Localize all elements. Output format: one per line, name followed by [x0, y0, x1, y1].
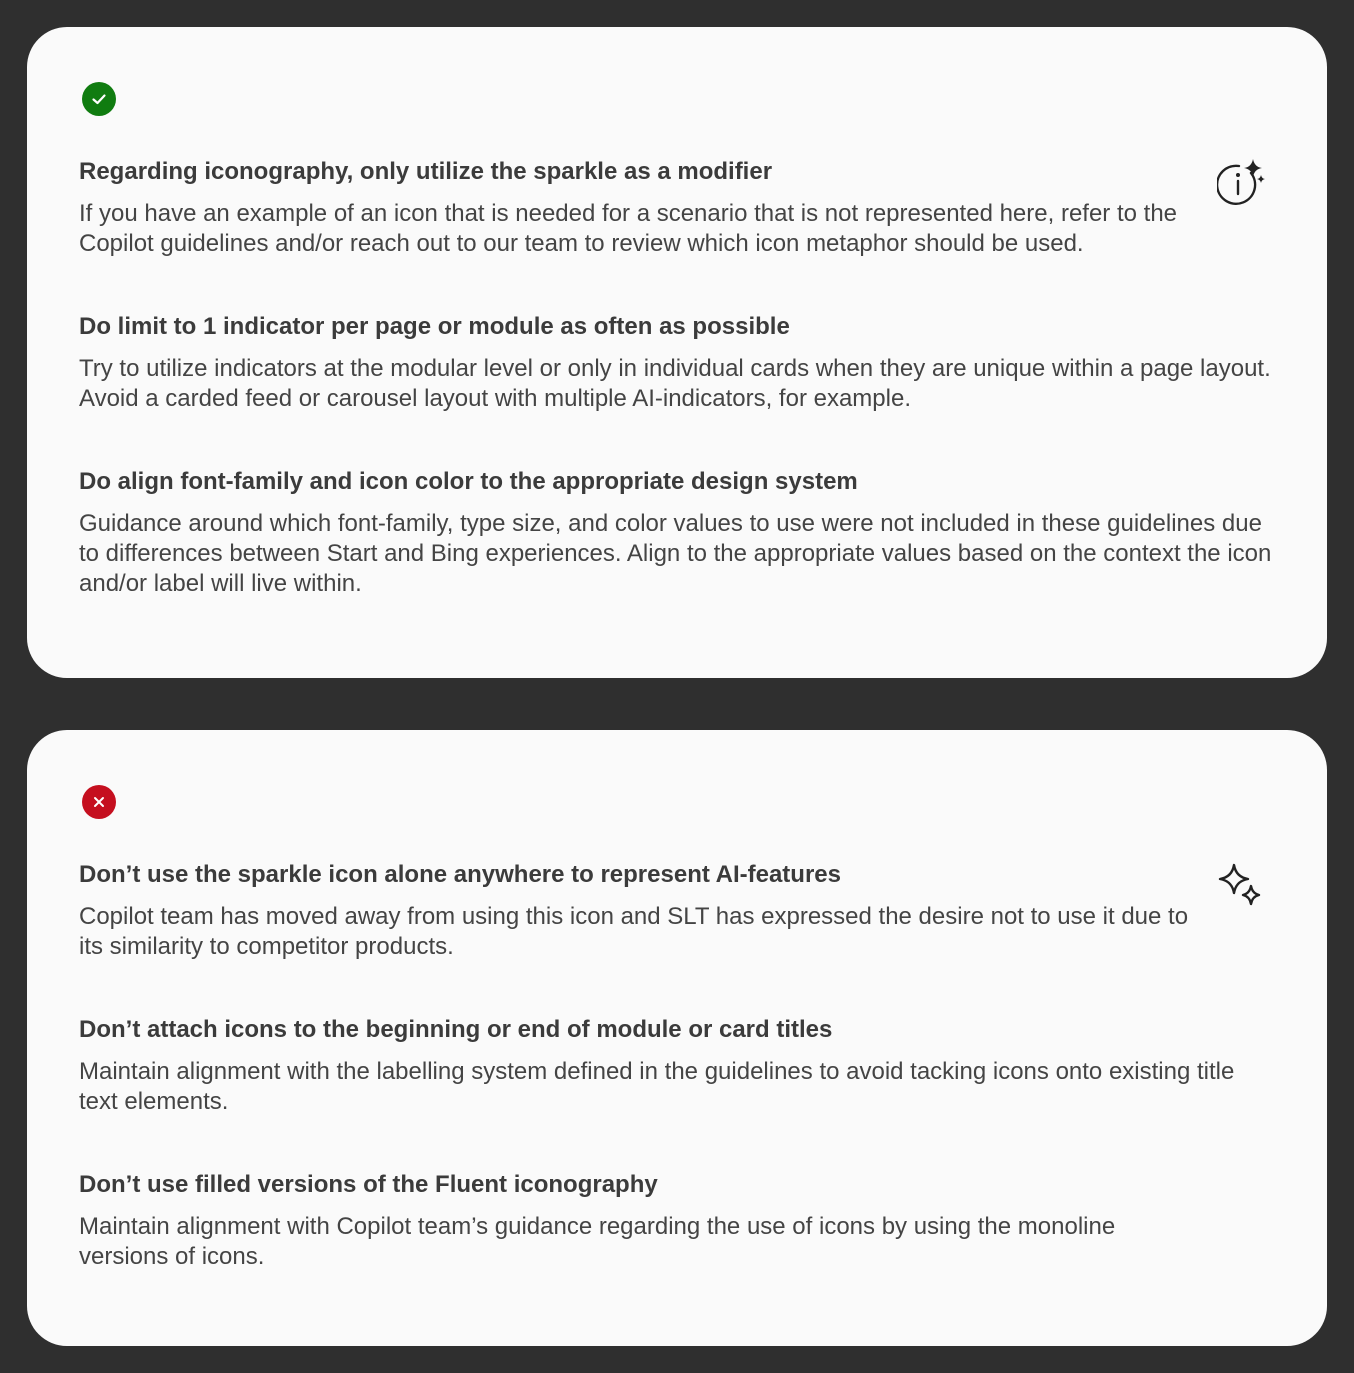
- do-card: [27, 27, 1327, 678]
- dont-card: [27, 730, 1327, 1346]
- section-heading: Do align font-family and icon color to the appropriate design system: [79, 468, 858, 495]
- guideline-section: [79, 157, 1279, 259]
- guideline-section: [79, 1170, 1279, 1272]
- guideline-section: [79, 1015, 1279, 1117]
- dismiss-circle-icon: [82, 785, 116, 819]
- section-body: Try to utilize indicators at the modular level or only in individual cards when they are unique within a page layout. Avoid a carded feed or carousel layout with multiple AI-indicators, for example.: [79, 355, 1271, 412]
- checkmark-circle-icon: [82, 82, 116, 116]
- section-body: If you have an example of an icon that is needed for a scenario that is not represented here, refer to the Copilot guidelines and/or reach out to our team to review which icon metaphor should be used.: [79, 200, 1178, 257]
- section-heading: Don’t use filled versions of the Fluent iconography: [79, 1171, 658, 1198]
- section-heading: Regarding iconography, only utilize the sparkle as a modifier: [79, 158, 773, 185]
- section-heading: Don’t attach icons to the beginning or end of module or card titles: [79, 1016, 833, 1043]
- section-body: Copilot team has moved away from using this icon and SLT has expressed the desire not to use it due to its similarity to competitor products.: [79, 903, 1189, 960]
- section-heading: Don’t use the sparkle icon alone anywhere to represent AI-features: [79, 861, 841, 888]
- section-body: Maintain alignment with Copilot team’s guidance regarding the use of icons by using the monoline versions of icons.: [79, 1213, 1116, 1270]
- guideline-section: [79, 860, 1279, 962]
- section-body: Maintain alignment with the labelling system defined in the guidelines to avoid tacking icons onto existing title text elements.: [79, 1058, 1235, 1115]
- section-heading: Do limit to 1 indicator per page or module as often as possible: [79, 313, 790, 340]
- guideline-section: [79, 467, 1279, 599]
- guideline-section: [79, 312, 1279, 414]
- section-body: Guidance around which font-family, type size, and color values to use were not included in these guidelines due to differences between Start and Bing experiences. Align to the appropriate values based on the context the icon and/or label will live within.: [79, 510, 1272, 597]
